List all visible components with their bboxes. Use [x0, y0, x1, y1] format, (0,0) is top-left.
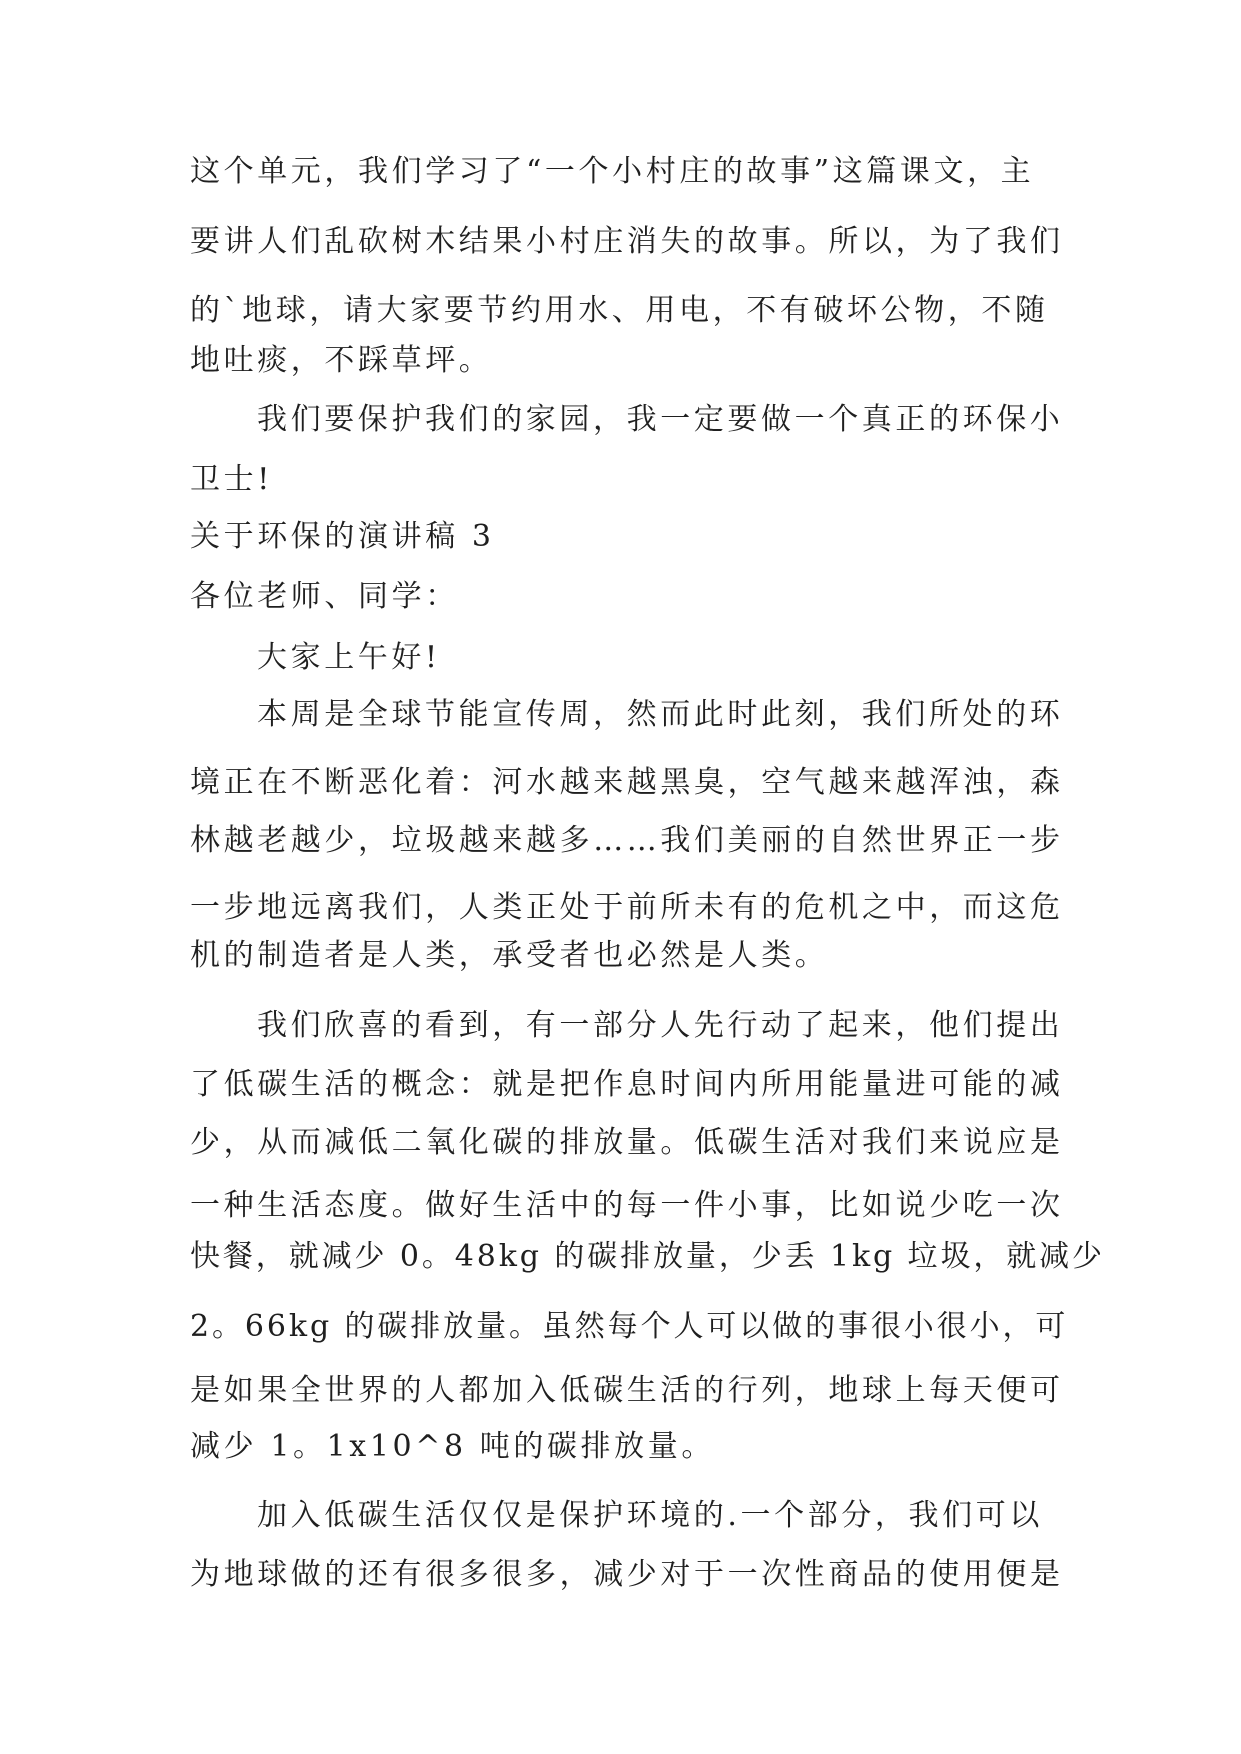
paragraph-line: 要讲人们乱砍树木结果小村庄消失的故事。所以，为了我们 [190, 224, 1064, 259]
paragraph-line: 境正在不断恶化着：河水越来越黑臭，空气越来越浑浊，森 [190, 765, 1064, 800]
paragraph-line: 机的制造者是人类，承受者也必然是人类。 [190, 938, 829, 973]
paragraph-line: 是如果全世界的人都加入低碳生活的行列，地球上每天便可 [190, 1373, 1064, 1408]
paragraph-line: 我们欣喜的看到，有一部分人先行动了起来，他们提出 [257, 1008, 1064, 1043]
paragraph-line: 加入低碳生活仅仅是保护环境的.一个部分，我们可以 [257, 1498, 1043, 1533]
paragraph-line: 一步地远离我们，人类正处于前所未有的危机之中，而这危 [190, 890, 1064, 925]
paragraph-line: 一种生活态度。做好生活中的每一件小事，比如说少吃一次 [190, 1188, 1064, 1223]
paragraph-line: 地吐痰，不踩草坪。 [190, 343, 493, 378]
paragraph-line: 减少 1。1x10^8 吨的碳排放量。 [190, 1429, 715, 1464]
paragraph-line: 本周是全球节能宣传周，然而此时此刻，我们所处的环 [257, 697, 1064, 732]
section-heading: 关于环保的演讲稿 3 [190, 519, 495, 554]
paragraph-line: 了低碳生活的概念：就是把作息时间内所用能量进可能的减 [190, 1067, 1064, 1102]
paragraph-line: 卫士! [190, 462, 273, 497]
paragraph-line: 林越老越少，垃圾越来越多……我们美丽的自然世界正一步 [190, 823, 1064, 858]
paragraph-line: 为地球做的还有很多很多，减少对于一次性商品的使用便是 [190, 1557, 1064, 1592]
paragraph-line: 这个单元，我们学习了“一个小村庄的故事”这篇课文，主 [190, 154, 1035, 189]
greeting: 大家上午好! [257, 640, 441, 675]
paragraph-line: 少，从而减低二氧化碳的排放量。低碳生活对我们来说应是 [190, 1125, 1064, 1160]
paragraph-line: 快餐，就减少 0。48kg 的碳排放量，少丢 1kg 垃圾，就减少 [190, 1239, 1105, 1274]
paragraph-line: 的`地球，请大家要节约用水、用电，不有破坏公物，不随 [190, 293, 1049, 328]
salutation: 各位老师、同学： [190, 579, 459, 614]
paragraph-line: 2。66kg 的碳排放量。虽然每个人可以做的事很小很小，可 [190, 1309, 1069, 1344]
paragraph-line: 我们要保护我们的家园，我一定要做一个真正的环保小 [257, 402, 1064, 437]
